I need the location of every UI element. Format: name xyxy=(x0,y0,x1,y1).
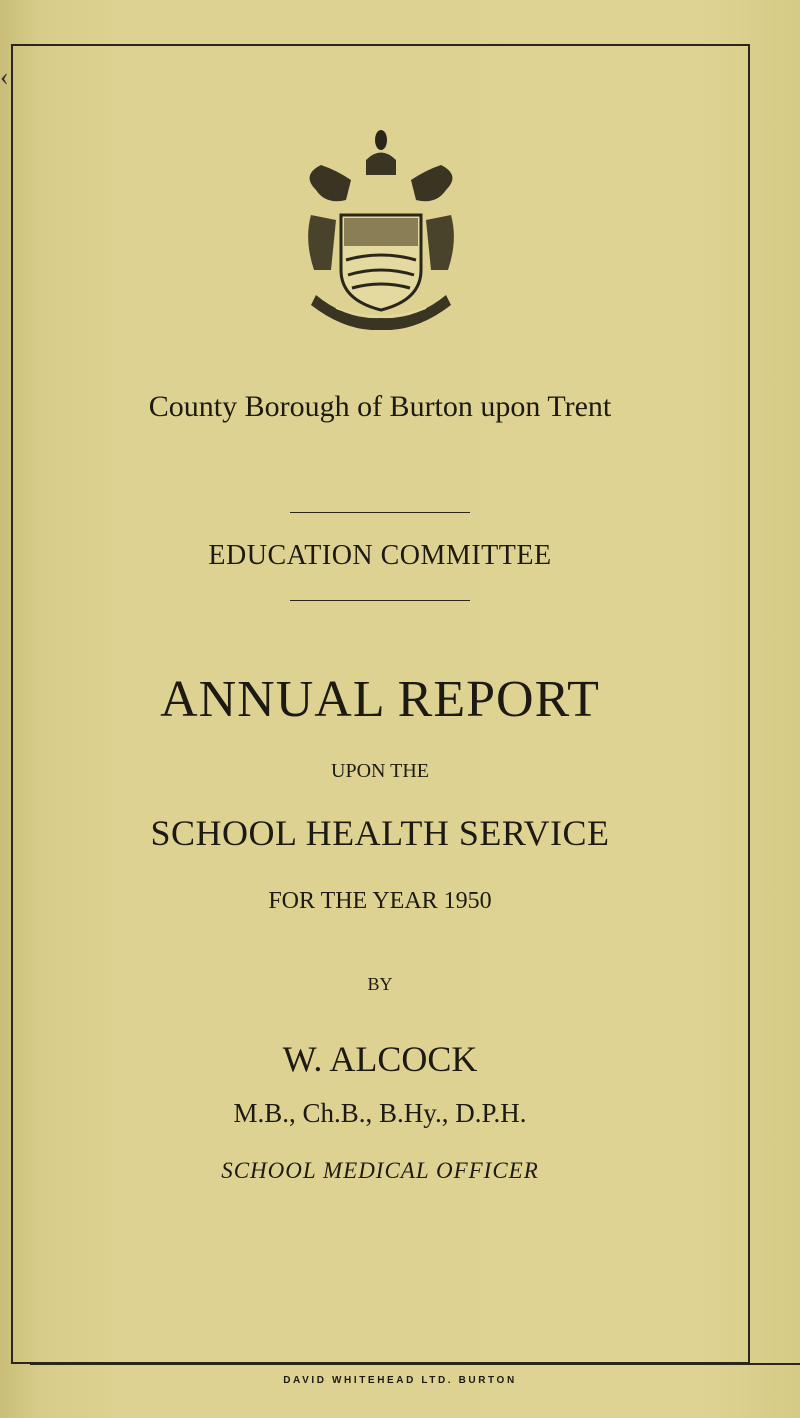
coat-of-arms-icon xyxy=(296,120,466,330)
by-text: BY xyxy=(367,974,393,994)
report-title: ANNUAL REPORT xyxy=(160,671,600,728)
author-position: SCHOOL MEDICAL OFFICER xyxy=(221,1158,539,1183)
author-qualifications: M.B., Ch.B., B.Hy., D.P.H. xyxy=(233,1098,527,1128)
service-title: SCHOOL HEALTH SERVICE xyxy=(150,813,610,853)
corner-mark-icon: ‹ xyxy=(0,62,9,91)
divider-bottom xyxy=(290,600,470,601)
bottom-rule xyxy=(30,1363,800,1365)
report-year: FOR THE YEAR 1950 xyxy=(268,888,492,914)
upon-the-text: UPON THE xyxy=(331,760,429,782)
divider-top xyxy=(290,512,470,513)
author-name: W. ALCOCK xyxy=(282,1039,478,1079)
borough-title: County Borough of Burton upon Trent xyxy=(148,390,612,423)
committee-heading: EDUCATION COMMITTEE xyxy=(208,540,552,571)
printer-imprint: DAVID WHITEHEAD LTD. BURTON xyxy=(283,1375,517,1386)
